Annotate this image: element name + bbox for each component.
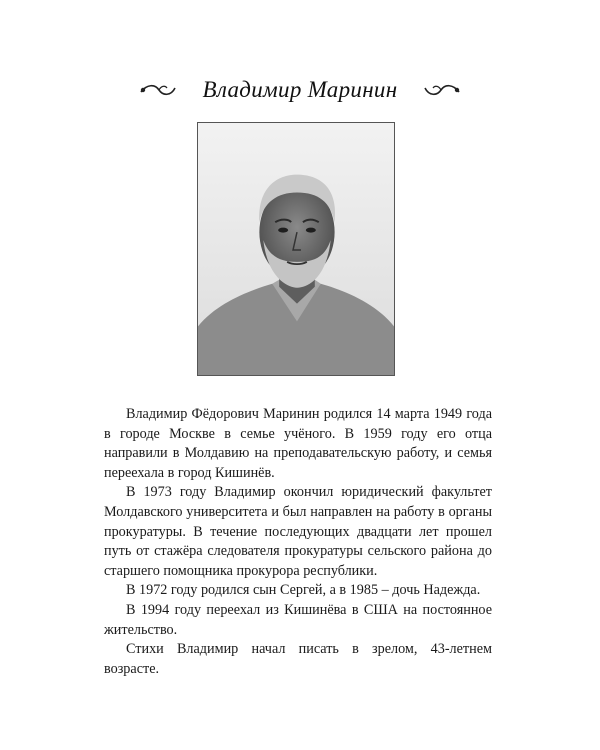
bio-paragraph-2: В 1973 году Владимир окончил юридический факультет Молдавского университета и был направлен на работу в органы прокуратуры. В течение последующих двадцати лет прошел путь от стажёра следователя прокуратуры сельского района до старшего помощника прокурора республики. (104, 484, 492, 579)
author-portrait-photo (197, 122, 395, 376)
bio-paragraph-1: Владимир Фёдорович Маринин родился 14 марта 1949 года в городе Москве в семье учёного. В 1959 году его отца направили в Молдавию на преподавательскую работу, и семья переехала в город Кишинёв. (104, 406, 492, 481)
right-swirl-ornament-icon (421, 80, 461, 100)
page-header (0, 72, 600, 108)
page-title: Владимир Маринин (202, 77, 398, 102)
bio-paragraph-3: В 1972 году родился сын Сергей, а в 1985 – дочь Надежда. (126, 582, 481, 599)
left-swirl-ornament-icon (139, 80, 179, 100)
author-biography (104, 405, 492, 679)
portrait-photo-icon (198, 123, 394, 375)
bio-paragraph-4: В 1994 году переехал из Кишинёва в США на постоянное жительство. (104, 601, 492, 638)
bio-paragraph-5: Стихи Владимир начал писать в зрелом, 43-летнем возрасте. (104, 641, 492, 677)
